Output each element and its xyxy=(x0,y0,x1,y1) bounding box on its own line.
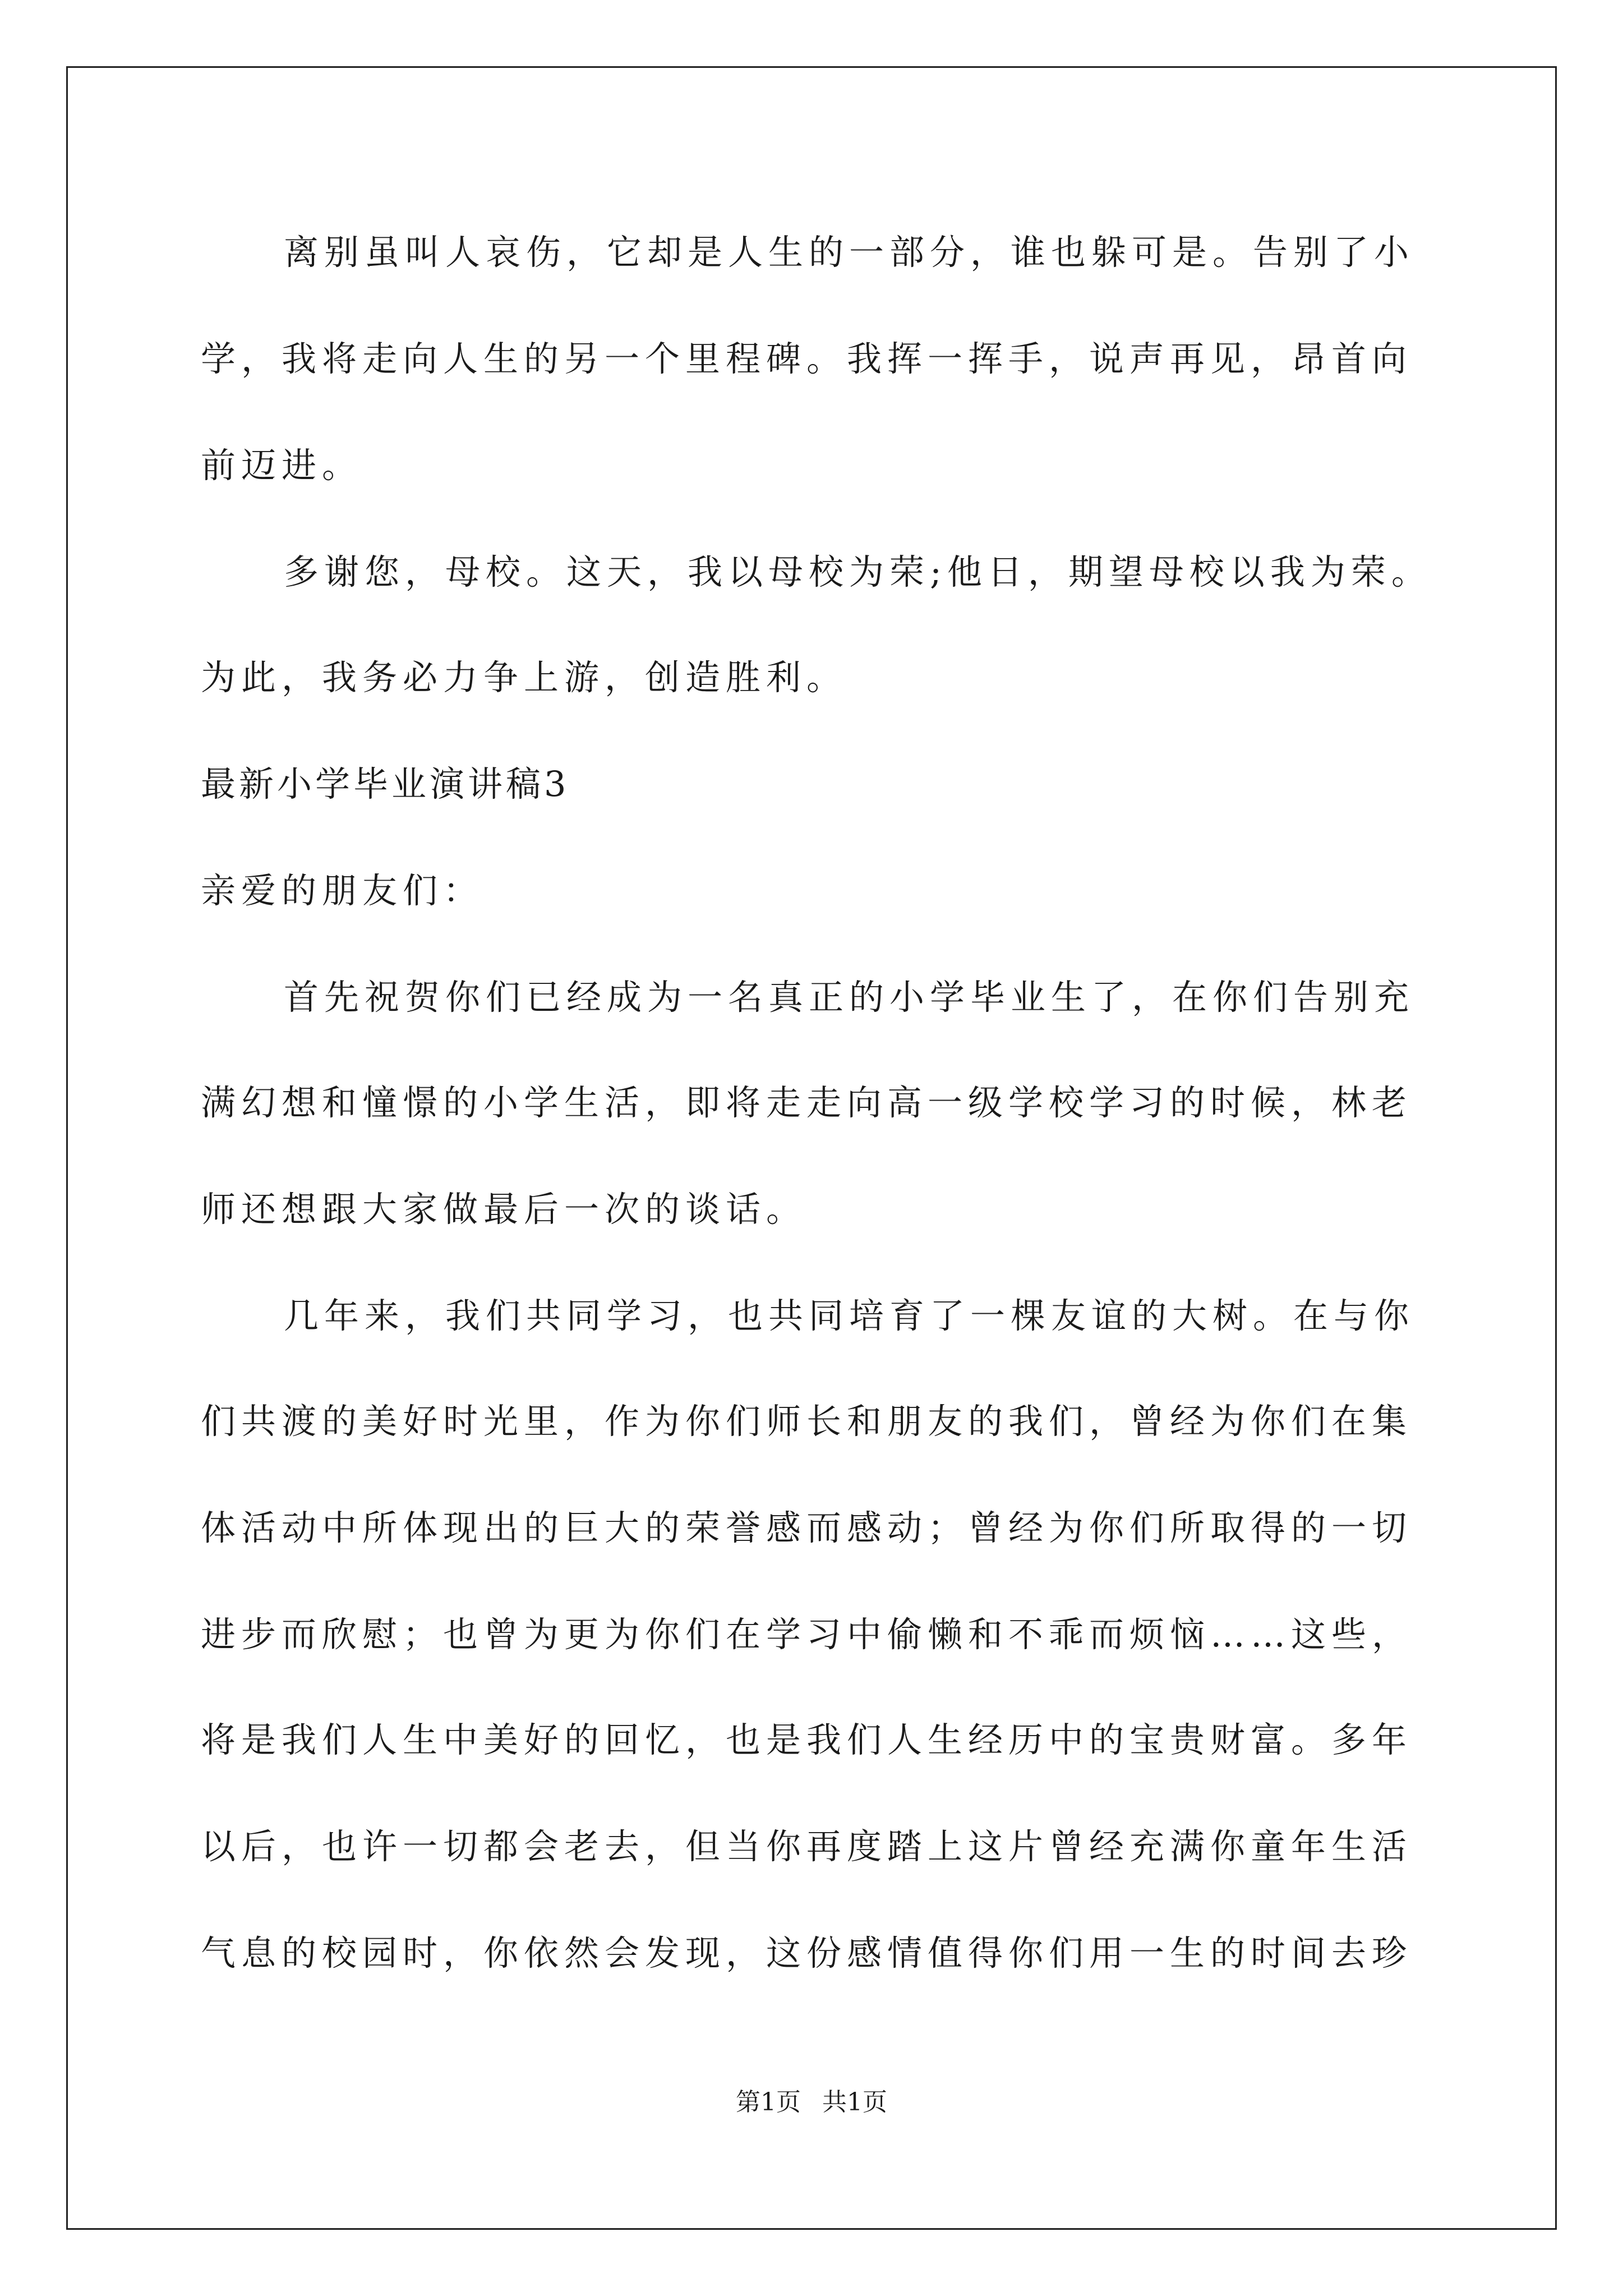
paragraph-line: 学，我将走向人生的另一个里程碑。我挥一挥手，说声再见，昂首向 xyxy=(201,338,1413,379)
paragraph-line: 体活动中所体现出的巨大的荣誉感而感动；曾经为你们所取得的一切 xyxy=(201,1507,1413,1548)
paragraph-line: 师还想跟大家做最后一次的谈话。 xyxy=(201,1189,807,1230)
paragraph-line: 前迈进。 xyxy=(201,445,363,486)
paragraph-line: 们共渡的美好时光里，作为你们师长和朋友的我们，曾经为你们在集 xyxy=(201,1401,1413,1442)
paragraph-line: 首先祝贺你们已经成为一名真正的小学毕业生了，在你们告别充 xyxy=(284,977,1415,1018)
page-number: 第1页 xyxy=(736,2088,801,2116)
paragraph-line: 离别虽叫人哀伤，它却是人生的一部分，谁也躲可是。告别了小 xyxy=(284,232,1415,273)
page-border xyxy=(66,66,1557,2230)
page-footer xyxy=(0,2086,1623,2119)
paragraph-line: 满幻想和憧憬的小学生活，即将走走向高一级学校学习的时候，林老 xyxy=(201,1082,1413,1123)
paragraph-line: 几年来，我们共同学习，也共同培育了一棵友谊的大树。在与你 xyxy=(284,1295,1415,1336)
page-total: 共1页 xyxy=(822,2088,887,2116)
paragraph-line: 气息的校园时，你依然会发现，这份感情值得你们用一生的时间去珍 xyxy=(201,1932,1413,1973)
paragraph-line: 多谢您，母校。这天，我以母校为荣;他日，期望母校以我为荣。 xyxy=(284,551,1432,592)
paragraph-line: 为此，我务必力争上游，创造胜利。 xyxy=(201,657,847,698)
salutation: 亲爱的朋友们： xyxy=(201,870,484,911)
paragraph-line: 进步而欣慰；也曾为更为你们在学习中偷懒和不乖而烦恼……这些， xyxy=(201,1614,1413,1655)
section-heading: 最新小学毕业演讲稿3 xyxy=(201,763,570,804)
paragraph-line: 以后，也许一切都会老去，但当你再度踏上这片曾经充满你童年生活 xyxy=(201,1826,1413,1867)
paragraph-line: 将是我们人生中美好的回忆，也是我们人生经历中的宝贵财富。多年 xyxy=(201,1719,1413,1760)
